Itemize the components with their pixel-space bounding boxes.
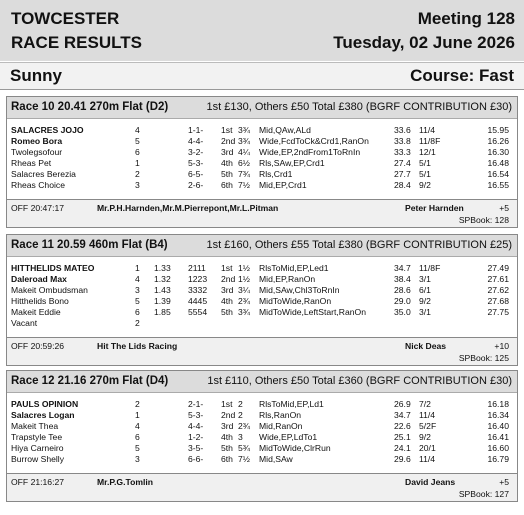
runner-remarks: Rls,SAw,EP,Crd1	[259, 158, 325, 168]
runner-remarks: Mid,SAw,Chl3ToRnIn	[259, 285, 340, 295]
runner-row	[7, 454, 517, 465]
race-footer	[7, 337, 517, 365]
runner-remarks: Wide,EP,2ndFrom1ToRnIn	[259, 147, 361, 157]
runner-bends: 6-5-	[188, 169, 204, 179]
runner-wt: 33.3	[394, 147, 411, 157]
runner-wt: 34.7	[394, 410, 411, 420]
runner-price: 1.32	[154, 274, 171, 284]
runner-trap: 4	[135, 421, 140, 431]
runner-row	[7, 318, 517, 329]
runner-bends: 5-3-	[188, 410, 204, 420]
runner-trap: 4	[135, 274, 140, 284]
runner-row	[7, 147, 517, 158]
runner-bends: 1-2-	[188, 432, 204, 442]
runner-trap: 2	[135, 318, 140, 328]
overround: +5	[499, 203, 509, 213]
runner-pos: 2nd	[221, 136, 236, 146]
race-header	[7, 235, 517, 257]
runner-time: 16.55	[487, 180, 509, 190]
runner-remarks: Rls,RanOn	[259, 410, 302, 420]
runner-dist: 3¾	[238, 136, 250, 146]
runner-sp: 11/8F	[419, 136, 441, 146]
runner-dist: 3¾	[238, 307, 250, 317]
owner-name: Nick Deas	[405, 341, 447, 351]
race-header	[7, 97, 517, 119]
runner-name: Salacres Berezia	[11, 169, 76, 179]
runner-remarks: Mid,QAw,ALd	[259, 125, 311, 135]
runner-trap: 3	[135, 454, 140, 464]
runner-bends: 2-6-	[188, 180, 204, 190]
runner-pos: 5th	[221, 307, 233, 317]
runner-name: Salacres Logan	[11, 410, 75, 420]
runner-name: Hiya Carneiro	[11, 443, 64, 453]
runner-dist: 2	[238, 410, 243, 420]
runner-pos: 5th	[221, 169, 233, 179]
runner-row	[7, 158, 517, 169]
runner-time: 16.30	[487, 147, 509, 157]
runner-name: Makeit Ombudsman	[11, 285, 88, 295]
runner-time: 27.75	[487, 307, 509, 317]
runners-table	[7, 393, 517, 473]
runner-wt: 33.8	[394, 136, 411, 146]
runner-name: Trapstyle Tee	[11, 432, 63, 442]
runner-pos: 4th	[221, 158, 233, 168]
runner-bends: 2-1-	[188, 399, 204, 409]
runner-remarks: MidToWide,ClrRun	[259, 443, 331, 453]
course-going: Course: Fast	[410, 66, 514, 85]
runner-bends: 2111	[188, 263, 206, 273]
meeting-date: Tuesday, 02 June 2026	[333, 33, 515, 52]
owner-name: David Jeans	[405, 477, 456, 487]
overround: +10	[494, 341, 509, 351]
runner-row	[7, 296, 517, 307]
runner-dist: 7¾	[238, 169, 250, 179]
runner-sp: 5/2F	[419, 421, 437, 431]
runner-wt: 38.4	[394, 274, 411, 284]
runner-dist: 2¾	[238, 421, 250, 431]
runner-name: Rheas Pet	[11, 158, 52, 168]
runner-pos: 6th	[221, 454, 233, 464]
runner-time: 16.48	[487, 158, 509, 168]
runner-bends: 4445	[188, 296, 208, 306]
conditions-bar	[0, 62, 524, 90]
runner-remarks: Mid,EP,Crd1	[259, 180, 307, 190]
runner-name: Rheas Choice	[11, 180, 65, 190]
runner-time: 16.79	[487, 454, 509, 464]
off-time: OFF 20:47:17	[11, 203, 65, 213]
trainer-name: Hit The Lids Racing	[97, 341, 178, 351]
runner-bends: 4-4-	[188, 136, 204, 146]
runner-pos: 1st	[221, 263, 233, 273]
runner-pos: 2nd	[221, 274, 236, 284]
race-block	[6, 96, 518, 228]
runner-pos: 1st	[221, 399, 233, 409]
runner-trap: 3	[135, 180, 140, 190]
runner-pos: 4th	[221, 432, 233, 442]
runners-table	[7, 119, 517, 199]
runner-name: Makeit Eddie	[11, 307, 61, 317]
runner-trap: 2	[135, 169, 140, 179]
runner-wt: 24.1	[394, 443, 411, 453]
trainer-name: Mr.P.G.Tomlin	[97, 477, 154, 487]
runner-name: Twolegsofour	[11, 147, 63, 157]
runner-wt: 22.6	[394, 421, 411, 431]
race-title: Race 10 20.41 270m Flat (D2)	[11, 101, 169, 113]
runner-row	[7, 285, 517, 296]
runner-time: 16.26	[487, 136, 509, 146]
runner-time: 16.54	[487, 169, 509, 179]
runner-dist: 7½	[238, 454, 250, 464]
runner-sp: 9/2	[419, 296, 431, 306]
runner-bends: 1-1-	[188, 125, 204, 135]
owner-name: Peter Harnden	[405, 203, 464, 213]
runner-time: 15.95	[487, 125, 509, 135]
results-header	[0, 0, 524, 61]
runner-row	[7, 125, 517, 136]
runner-name: Daleroad Max	[11, 274, 67, 284]
runner-remarks: RlsToMid,EP,Led1	[259, 263, 329, 273]
runner-time: 16.18	[487, 399, 509, 409]
runner-sp: 20/1	[419, 443, 436, 453]
runner-wt: 25.1	[394, 432, 411, 442]
runner-dist: 6½	[238, 158, 250, 168]
runner-dist: 2¾	[238, 296, 250, 306]
runner-pos: 3rd	[221, 421, 234, 431]
runner-name: Makeit Thea	[11, 421, 59, 431]
runner-sp: 11/4	[419, 454, 436, 464]
off-time: OFF 21:16:27	[11, 477, 65, 487]
runner-time: 27.49	[487, 263, 509, 273]
runner-remarks: Wide,FcdToCk&Crd1,RanOn	[259, 136, 369, 146]
runner-row	[7, 169, 517, 180]
runner-sp: 12/1	[419, 147, 436, 157]
runner-bends: 5554	[188, 307, 208, 317]
runner-sp: 11/8F	[419, 263, 441, 273]
runner-trap: 5	[135, 296, 140, 306]
runner-price: 1.43	[154, 285, 171, 295]
runner-dist: 2	[238, 399, 243, 409]
runner-name: Hitthelids Bono	[11, 296, 69, 306]
runner-pos: 4th	[221, 296, 233, 306]
runner-row	[7, 263, 517, 274]
runner-sp: 11/4	[419, 410, 436, 420]
runner-name: Burrow Shelly	[11, 454, 65, 464]
runner-sp: 3/1	[419, 274, 431, 284]
runner-dist: 3¼	[238, 285, 250, 295]
runner-row	[7, 421, 517, 432]
runner-row	[7, 410, 517, 421]
runner-row	[7, 274, 517, 285]
runner-name: PAULS OPINION	[11, 399, 79, 409]
runner-wt: 29.0	[394, 296, 411, 306]
runner-bends: 6-6-	[188, 454, 204, 464]
runner-time: 27.61	[487, 274, 509, 284]
runners-table	[7, 257, 517, 337]
runner-row	[7, 307, 517, 318]
runner-wt: 35.0	[394, 307, 411, 317]
runner-dist: 4¼	[238, 147, 250, 157]
runner-dist: 1½	[238, 263, 250, 273]
runner-wt: 28.6	[394, 285, 411, 295]
runner-pos: 2nd	[221, 410, 236, 420]
runner-time: 27.68	[487, 296, 509, 306]
runner-row	[7, 443, 517, 454]
runner-bends: 3332	[188, 285, 208, 295]
runner-sp: 11/4	[419, 125, 436, 135]
runner-wt: 34.7	[394, 263, 411, 273]
sp-book: SPBook: 128	[458, 215, 509, 225]
runner-sp: 5/1	[419, 158, 431, 168]
sp-book: SPBook: 127	[458, 489, 509, 499]
runner-price: 1.39	[154, 296, 171, 306]
runner-trap: 3	[135, 285, 140, 295]
runner-pos: 3rd	[221, 147, 234, 157]
runner-pos: 6th	[221, 180, 233, 190]
runner-sp: 3/1	[419, 307, 431, 317]
runner-pos: 3rd	[221, 285, 234, 295]
runner-wt: 28.4	[394, 180, 411, 190]
report-title: RACE RESULTS	[11, 33, 142, 52]
sp-book: SPBook: 125	[458, 353, 509, 363]
runner-row	[7, 432, 517, 443]
runner-price: 1.33	[154, 263, 171, 273]
runner-bends: 3-2-	[188, 147, 204, 157]
runner-trap: 1	[135, 263, 140, 273]
runner-time: 27.62	[487, 285, 509, 295]
race-prize-money: 1st £130, Others £50 Total £380 (BGRF CONTRIBUTION £30)	[206, 101, 512, 113]
runner-pos: 1st	[221, 125, 233, 135]
runner-bends: 3-5-	[188, 443, 204, 453]
runner-sp: 5/1	[419, 169, 431, 179]
runner-trap: 1	[135, 410, 140, 420]
runner-row	[7, 136, 517, 147]
meeting-number: Meeting 128	[417, 9, 515, 28]
off-time: OFF 20:59:26	[11, 341, 65, 351]
runner-wt: 26.9	[394, 399, 411, 409]
race-footer	[7, 473, 517, 501]
race-header	[7, 371, 517, 393]
runner-remarks: Wide,EP,LdTo1	[259, 432, 318, 442]
track-name: TOWCESTER	[11, 9, 120, 28]
runner-row	[7, 180, 517, 191]
runner-trap: 4	[135, 125, 140, 135]
runner-trap: 6	[135, 432, 140, 442]
runner-remarks: Mid,RanOn	[259, 421, 303, 431]
runner-remarks: Rls,Crd1	[259, 169, 293, 179]
runner-sp: 7/2	[419, 399, 431, 409]
race-title: Race 11 20.59 460m Flat (B4)	[11, 239, 168, 251]
runner-time: 16.40	[487, 421, 509, 431]
runner-time: 16.41	[487, 432, 509, 442]
runner-dist: 1½	[238, 274, 250, 284]
runner-name: Vacant	[11, 318, 38, 328]
race-title: Race 12 21.16 270m Flat (D4)	[11, 375, 169, 387]
runner-trap: 6	[135, 147, 140, 157]
runner-sp: 9/2	[419, 432, 431, 442]
runner-wt: 29.6	[394, 454, 411, 464]
runner-time: 16.34	[487, 410, 509, 420]
trainer-name: Mr.P.H.Harnden,Mr.M.Pierrepont,Mr.L.Pitman	[97, 203, 279, 213]
runner-remarks: Mid,SAw	[259, 454, 293, 464]
runner-row	[7, 399, 517, 410]
runner-trap: 1	[135, 158, 140, 168]
runner-trap: 5	[135, 136, 140, 146]
runner-remarks: MidToWide,LeftStart,RanOn	[259, 307, 366, 317]
runner-dist: 3¾	[238, 125, 250, 135]
runner-remarks: Mid,EP,RanOn	[259, 274, 316, 284]
race-prize-money: 1st £160, Others £55 Total £380 (BGRF CONTRIBUTION £25)	[206, 239, 512, 251]
runner-dist: 3	[238, 432, 243, 442]
runner-pos: 5th	[221, 443, 233, 453]
race-block	[6, 234, 518, 366]
runner-trap: 2	[135, 399, 140, 409]
runner-price: 1.85	[154, 307, 171, 317]
overround: +5	[499, 477, 509, 487]
runner-name: HITTHELIDS MATEO	[11, 263, 95, 273]
runner-sp: 6/1	[419, 285, 431, 295]
runner-wt: 33.6	[394, 125, 411, 135]
runner-remarks: RlsToMid,EP,Ld1	[259, 399, 324, 409]
runner-name: SALACRES JOJO	[11, 125, 84, 135]
runner-name: Romeo Bora	[11, 136, 63, 146]
runner-wt: 27.7	[394, 169, 411, 179]
runner-wt: 27.4	[394, 158, 411, 168]
race-block	[6, 370, 518, 502]
race-footer	[7, 199, 517, 227]
runner-bends: 4-4-	[188, 421, 204, 431]
runner-time: 16.60	[487, 443, 509, 453]
runner-remarks: MidToWide,RanOn	[259, 296, 332, 306]
runner-sp: 9/2	[419, 180, 431, 190]
race-prize-money: 1st £110, Others £50 Total £360 (BGRF CONTRIBUTION £30)	[207, 375, 512, 387]
runner-dist: 5¾	[238, 443, 250, 453]
runner-bends: 1223	[188, 274, 208, 284]
runner-bends: 5-3-	[188, 158, 204, 168]
runner-trap: 5	[135, 443, 140, 453]
runner-trap: 6	[135, 307, 140, 317]
weather: Sunny	[10, 66, 62, 85]
runner-dist: 7½	[238, 180, 250, 190]
